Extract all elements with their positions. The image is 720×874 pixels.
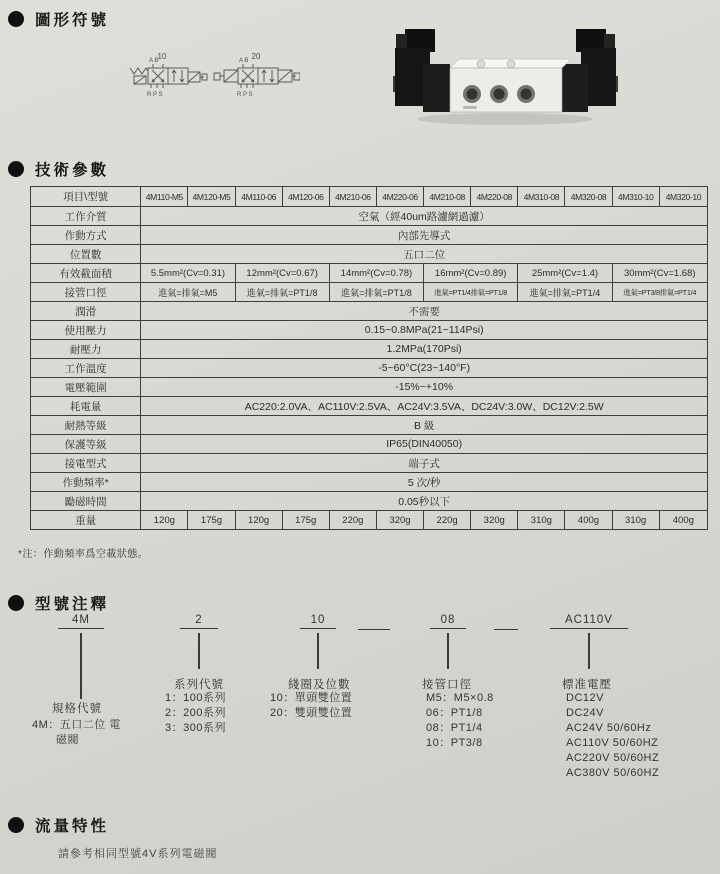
section-title: 圖形符號 [35,12,110,29]
spec-value: 175g [188,511,235,530]
spec-value: 320g [471,511,518,530]
spec-row [31,454,708,473]
model-code-title: 標准電壓 [562,679,612,691]
model-header: 4M110-M5 [141,187,188,207]
model-header: 4M120-06 [282,187,329,207]
spec-row [31,283,708,302]
spec-value: 不需要 [141,302,708,321]
spec-value: B 級 [141,416,708,435]
spec-row [31,378,708,397]
model-code-item: 1：100系列 [165,692,226,704]
spec-row [31,397,708,416]
model-code-items [270,691,352,721]
model-code-title: 系列代號 [174,679,224,691]
section-title: 流量特性 [35,818,110,835]
spec-value: -15%~+10% [141,378,708,397]
spec-value: 端子式 [141,454,708,473]
spec-row [31,340,708,359]
symbol-20-top-ports: A B [239,58,249,64]
symbol-20-label: 20 [251,52,261,61]
spec-value: 進氣=排氣=PT1/8 [235,283,329,302]
spec-row [31,435,708,454]
spec-value: IP65(DIN40050) [141,435,708,454]
model-code-item: 10：PT3/8 [426,737,483,749]
spec-row-label: 位置數 [31,245,141,264]
section-heading-flow [8,814,109,836]
model-code-item: 4M：五口二位 電 [32,719,121,731]
leader-line [588,633,590,669]
model-code-item: DC24V [566,707,604,719]
model-code-items [32,718,121,748]
spec-row [31,511,708,530]
symbol-10-bottom-ports: R P S [147,92,163,98]
spec-value: 12mm²(Cv=0.67) [235,264,329,283]
model-header: 4M210-06 [329,187,376,207]
spec-row-label: 有效截面積 [31,264,141,283]
spec-value: 310g [518,511,565,530]
spec-header-row [31,187,708,207]
spec-row [31,264,708,283]
model-header: 4M310-08 [518,187,565,207]
spec-value: 進氣=排氣=PT1/8 [329,283,423,302]
spec-value: 進氣=排氣=M5 [141,283,235,302]
spec-row-label: 耐熱等級 [31,416,141,435]
model-header: 4M320-08 [565,187,612,207]
spec-row [31,321,708,340]
spec-row-label: 重量 [31,511,141,530]
spec-value: 14mm²(Cv=0.78) [329,264,423,283]
spec-value: 0.05秒以下 [141,492,708,511]
section-heading-symbols [8,8,109,30]
table-footnote: *注：作動頻率爲空載狀態。 [18,549,149,560]
spec-value: 1.2MPa(170Psi) [141,340,708,359]
model-header: 4M220-06 [376,187,423,207]
model-code-item: AC220V 50/60HZ [566,752,660,764]
dash-separator [494,629,518,630]
spec-value: 120g [235,511,282,530]
spec-value: 25mm²(Cv=1.4) [518,264,612,283]
model-code-item: 磁閥 [56,734,79,746]
bullet-icon [8,161,24,177]
bullet-icon [8,11,24,27]
spec-row-label: 保護等級 [31,435,141,454]
section-heading-specs [8,158,109,180]
model-header: 4M220-08 [471,187,518,207]
spec-row-label: 電壓範圍 [31,378,141,397]
spec-value: 5 次/秒 [141,473,708,492]
model-code-item: AC380V 50/60HZ [566,767,660,779]
symbol-10-top-ports: A B [149,58,159,64]
spec-row [31,473,708,492]
section-heading-model [8,592,109,614]
model-code-items [426,691,494,751]
model-code-items [566,691,659,781]
model-code-segment-port: 08 [430,614,466,629]
leader-line [198,633,200,669]
model-code-segment-prefix: 4M [58,614,104,629]
model-code-title: 規格代號 [52,703,102,715]
spec-value: 16mm²(Cv=0.89) [424,264,518,283]
spec-row [31,492,708,511]
spec-row [31,245,708,264]
model-code-segment-voltage: AC110V [550,614,628,629]
model-code-item: 20：雙頭雙位置 [270,707,353,719]
model-header: 4M210-08 [424,187,471,207]
spec-value: 進氣=PT1/4排氣=PT1/8 [424,283,518,302]
model-header: 4M320-10 [659,187,707,207]
spec-value: 120g [141,511,188,530]
model-code-item: 06：PT1/8 [426,707,483,719]
spec-value: 175g [282,511,329,530]
model-header: 4M310-10 [612,187,659,207]
symbol-10-label: 10 [157,52,167,61]
valve-symbol-10-diagram [126,50,208,100]
spec-row [31,359,708,378]
model-code-item: 08：PT1/4 [426,722,483,734]
spec-value: 320g [376,511,423,530]
spec-row [31,226,708,245]
spec-value: -5~60°C(23~140°F) [141,359,708,378]
model-code-title: 接管口徑 [422,679,472,691]
leader-line [80,633,82,699]
model-code-item: 10：單頭雙位置 [270,692,353,704]
valve-symbol-20-diagram [212,50,300,100]
spec-row [31,416,708,435]
dash-separator [358,629,390,630]
spec-row-label: 工作溫度 [31,359,141,378]
spec-value: 30mm²(Cv=1.68) [612,264,707,283]
spec-value: 空氣（經40um路濾網過濾） [141,207,708,226]
spec-corner-cell: 項目\型號 [31,187,141,207]
spec-row-label: 作動方式 [31,226,141,245]
spec-row-label: 接電型式 [31,454,141,473]
spec-value: 220g [329,511,376,530]
spec-value: 220g [424,511,471,530]
spec-row-label: 工作介質 [31,207,141,226]
spec-row-label: 使用壓力 [31,321,141,340]
model-code-item: 3：300系列 [165,722,226,734]
spec-value: 0.15~0.8MPa(21~114Psi) [141,321,708,340]
section-title: 型號注釋 [35,596,110,613]
spec-row-label: 勵磁時間 [31,492,141,511]
spec-value: 400g [565,511,612,530]
model-code-item: 2：200系列 [165,707,226,719]
spec-row [31,302,708,321]
spec-row [31,207,708,226]
spec-value: 400g [659,511,707,530]
spec-row-label: 耗電量 [31,397,141,416]
model-header: 4M120-M5 [188,187,235,207]
spec-row-label: 耐壓力 [31,340,141,359]
spec-row-label: 作動頻率* [31,473,141,492]
spec-value: 內部先導式 [141,226,708,245]
model-code-segment-series: 2 [180,614,218,629]
model-code-item: AC110V 50/60HZ [566,737,659,749]
leader-line [317,633,319,669]
bullet-icon [8,595,24,611]
model-code-title: 綫圈及位數 [288,679,351,691]
spec-value: 進氣=排氣=PT1/4 [518,283,612,302]
symbol-20-bottom-ports: R P S [237,92,253,98]
model-code-segment-coil: 10 [300,614,336,629]
section-title: 技術參數 [35,162,110,179]
model-code-item: M5：M5×0.8 [426,692,494,704]
bullet-icon [8,817,24,833]
spec-row-label: 潤滑 [31,302,141,321]
spec-value: 五口二位 [141,245,708,264]
model-code-items [165,691,226,736]
spec-row-label: 接管口徑 [31,283,141,302]
product-photo [393,26,618,128]
model-code-item: AC24V 50/60Hz [566,722,652,734]
model-code-item: DC12V [566,692,604,704]
model-header: 4M110-06 [235,187,282,207]
leader-line [447,633,449,669]
spec-table [30,186,708,530]
flow-note: 請參考相同型號4V系列電磁閥 [58,848,218,860]
spec-value: 5.5mm²(Cv=0.31) [141,264,235,283]
spec-value: AC220:2.0VA、AC110V:2.5VA、AC24V:3.5VA、DC24V:3.0W、DC12V:2.5W [141,397,708,416]
spec-value: 310g [612,511,659,530]
spec-value: 進氣=PT3/8排氣=PT1/4 [612,283,707,302]
